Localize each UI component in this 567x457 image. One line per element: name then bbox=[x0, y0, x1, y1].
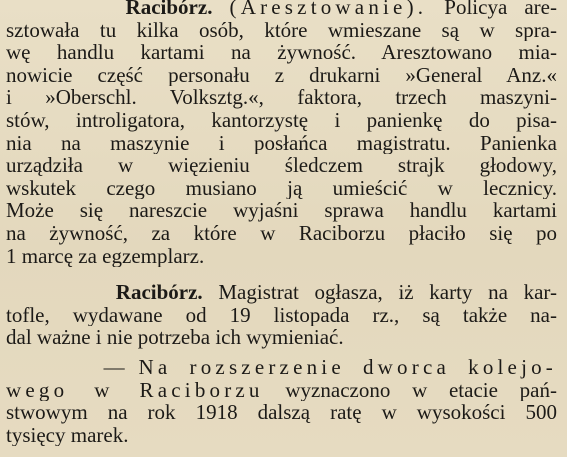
article-line bbox=[6, 356, 557, 379]
article-karty-na-kartofle bbox=[6, 281, 557, 349]
article-spaced-text: Na rozszerzenie dworca kolejo- bbox=[138, 356, 557, 379]
article-line: sztowała tu kilka osób, które wmieszane są w spra- bbox=[6, 18, 557, 42]
article-line: tysięcy marek. bbox=[6, 423, 129, 447]
article-place: Racibórz. bbox=[115, 281, 203, 304]
article-line: i »Oberschl. Volksztg.«, faktora, trzech maszyni- bbox=[6, 86, 557, 109]
article-place: Racibórz. bbox=[125, 0, 213, 19]
article-line: wę handlu kartami na żywność. Aresztowano mia- bbox=[6, 41, 557, 64]
article-line: dal ważne i nie potrzeba ich wymieniać. bbox=[6, 326, 344, 349]
article-line bbox=[6, 281, 557, 304]
article-line: na żywność, za które w Raciborzu płaciło się po bbox=[6, 221, 557, 245]
article-line: 1 marcę za egzemplarz. bbox=[6, 244, 205, 268]
article-dash: — bbox=[103, 356, 125, 379]
article-spaced-text: wego w Raciborzu bbox=[6, 378, 264, 402]
article-line: Może się nareszcie wyjaśni sprawa handlu kartami bbox=[6, 199, 557, 222]
article-line bbox=[6, 379, 557, 402]
article-line: stwowym na rok 1918 dalszą ratę w wysokości 500 bbox=[6, 401, 557, 424]
article-aresztowanie bbox=[6, 0, 557, 267]
article-line: nia na maszynie i posłańca magistratu. Panienka bbox=[6, 131, 557, 155]
article-line: nowicie część personału z drukarni »General Anz.« bbox=[6, 63, 557, 87]
article-line: stów, introligatora, kantorzystę i panienkę do pisa- bbox=[6, 108, 557, 132]
article-text: wyznaczono w etacie pań- bbox=[285, 378, 557, 402]
article-text: Policya are- bbox=[444, 0, 557, 19]
article-dworzec-kolejowy bbox=[6, 356, 557, 446]
article-text: Magistrat ogłasza, iż karty na kar- bbox=[218, 281, 557, 304]
article-line: wskutek czego musiano ją umieścić w lecznicy. bbox=[6, 176, 557, 200]
article-line bbox=[6, 0, 557, 19]
article-line: tofle, wydawane od 19 listopada rz., są także na- bbox=[6, 303, 557, 327]
article-heading: (Aresztowanie). bbox=[229, 0, 428, 19]
article-line: urządziła w więzieniu śledczem strajk głodowy, bbox=[6, 154, 557, 177]
